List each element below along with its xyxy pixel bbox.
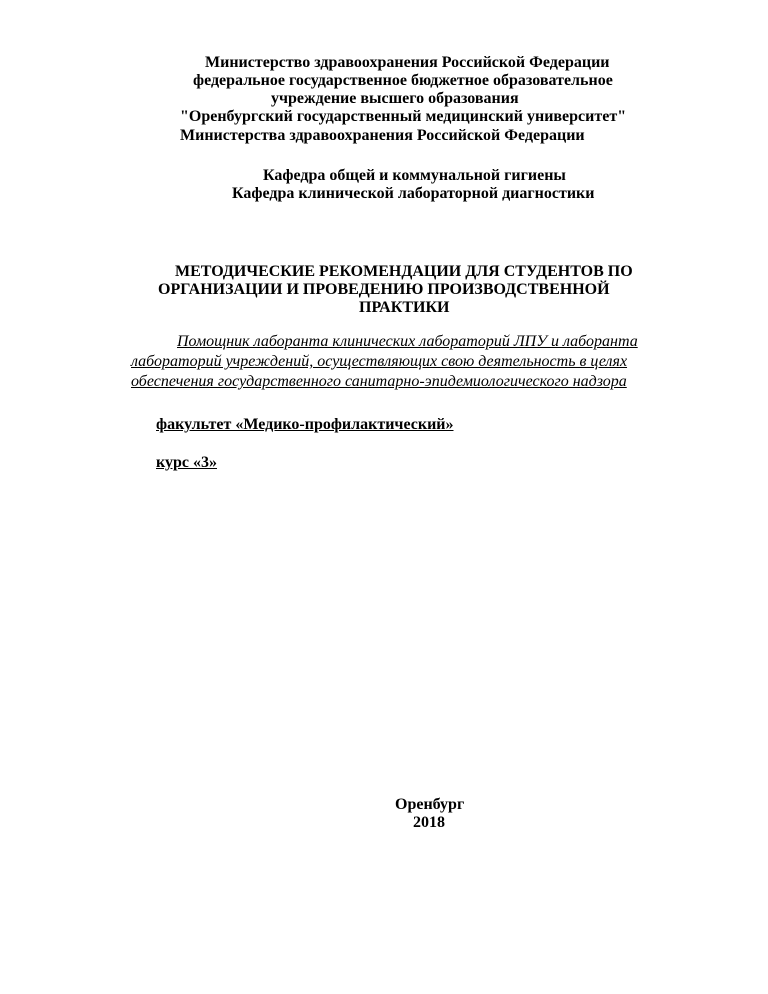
document-title-line-3: ПРАКТИКИ [359, 299, 450, 316]
header-line-ministry-of: Министерства здравоохранения Российской Федерации [180, 127, 585, 144]
document-title-line-2: ОРГАНИЗАЦИИ И ПРОВЕДЕНИЮ ПРОИЗВОДСТВЕННОЙ [158, 281, 610, 298]
header-line-institution: учреждение высшего образования [271, 90, 519, 107]
header-line-federal: федеральное государственное бюджетное образовательное [193, 72, 613, 89]
faculty-label: факультет «Медико-профилактический» [156, 416, 454, 433]
header-line-university: "Оренбургский государственный медицинский университет" [180, 108, 627, 125]
footer-year: 2018 [413, 814, 445, 831]
footer-city: Оренбург [395, 796, 465, 813]
department-general-hygiene: Кафедра общей и коммунальной гигиены [263, 167, 566, 184]
document-title-line-1: МЕТОДИЧЕСКИЕ РЕКОМЕНДАЦИИ ДЛЯ СТУДЕНТОВ ПО [175, 263, 633, 280]
subtitle-line-1: Помощник лаборанта клинических лабораторий ЛПУ и лаборанта [177, 333, 638, 350]
subtitle-line-3: обеспечения государственного санитарно-эпидемиологического надзора [131, 373, 627, 390]
department-clinical-lab: Кафедра клинической лабораторной диагностики [232, 185, 595, 202]
header-line-ministry: Министерство здравоохранения Российской Федерации [205, 54, 610, 71]
course-label: курс «3» [156, 454, 217, 471]
subtitle-line-2: лабораторий учреждений, осуществляющих свою деятельность в целях [131, 353, 628, 370]
